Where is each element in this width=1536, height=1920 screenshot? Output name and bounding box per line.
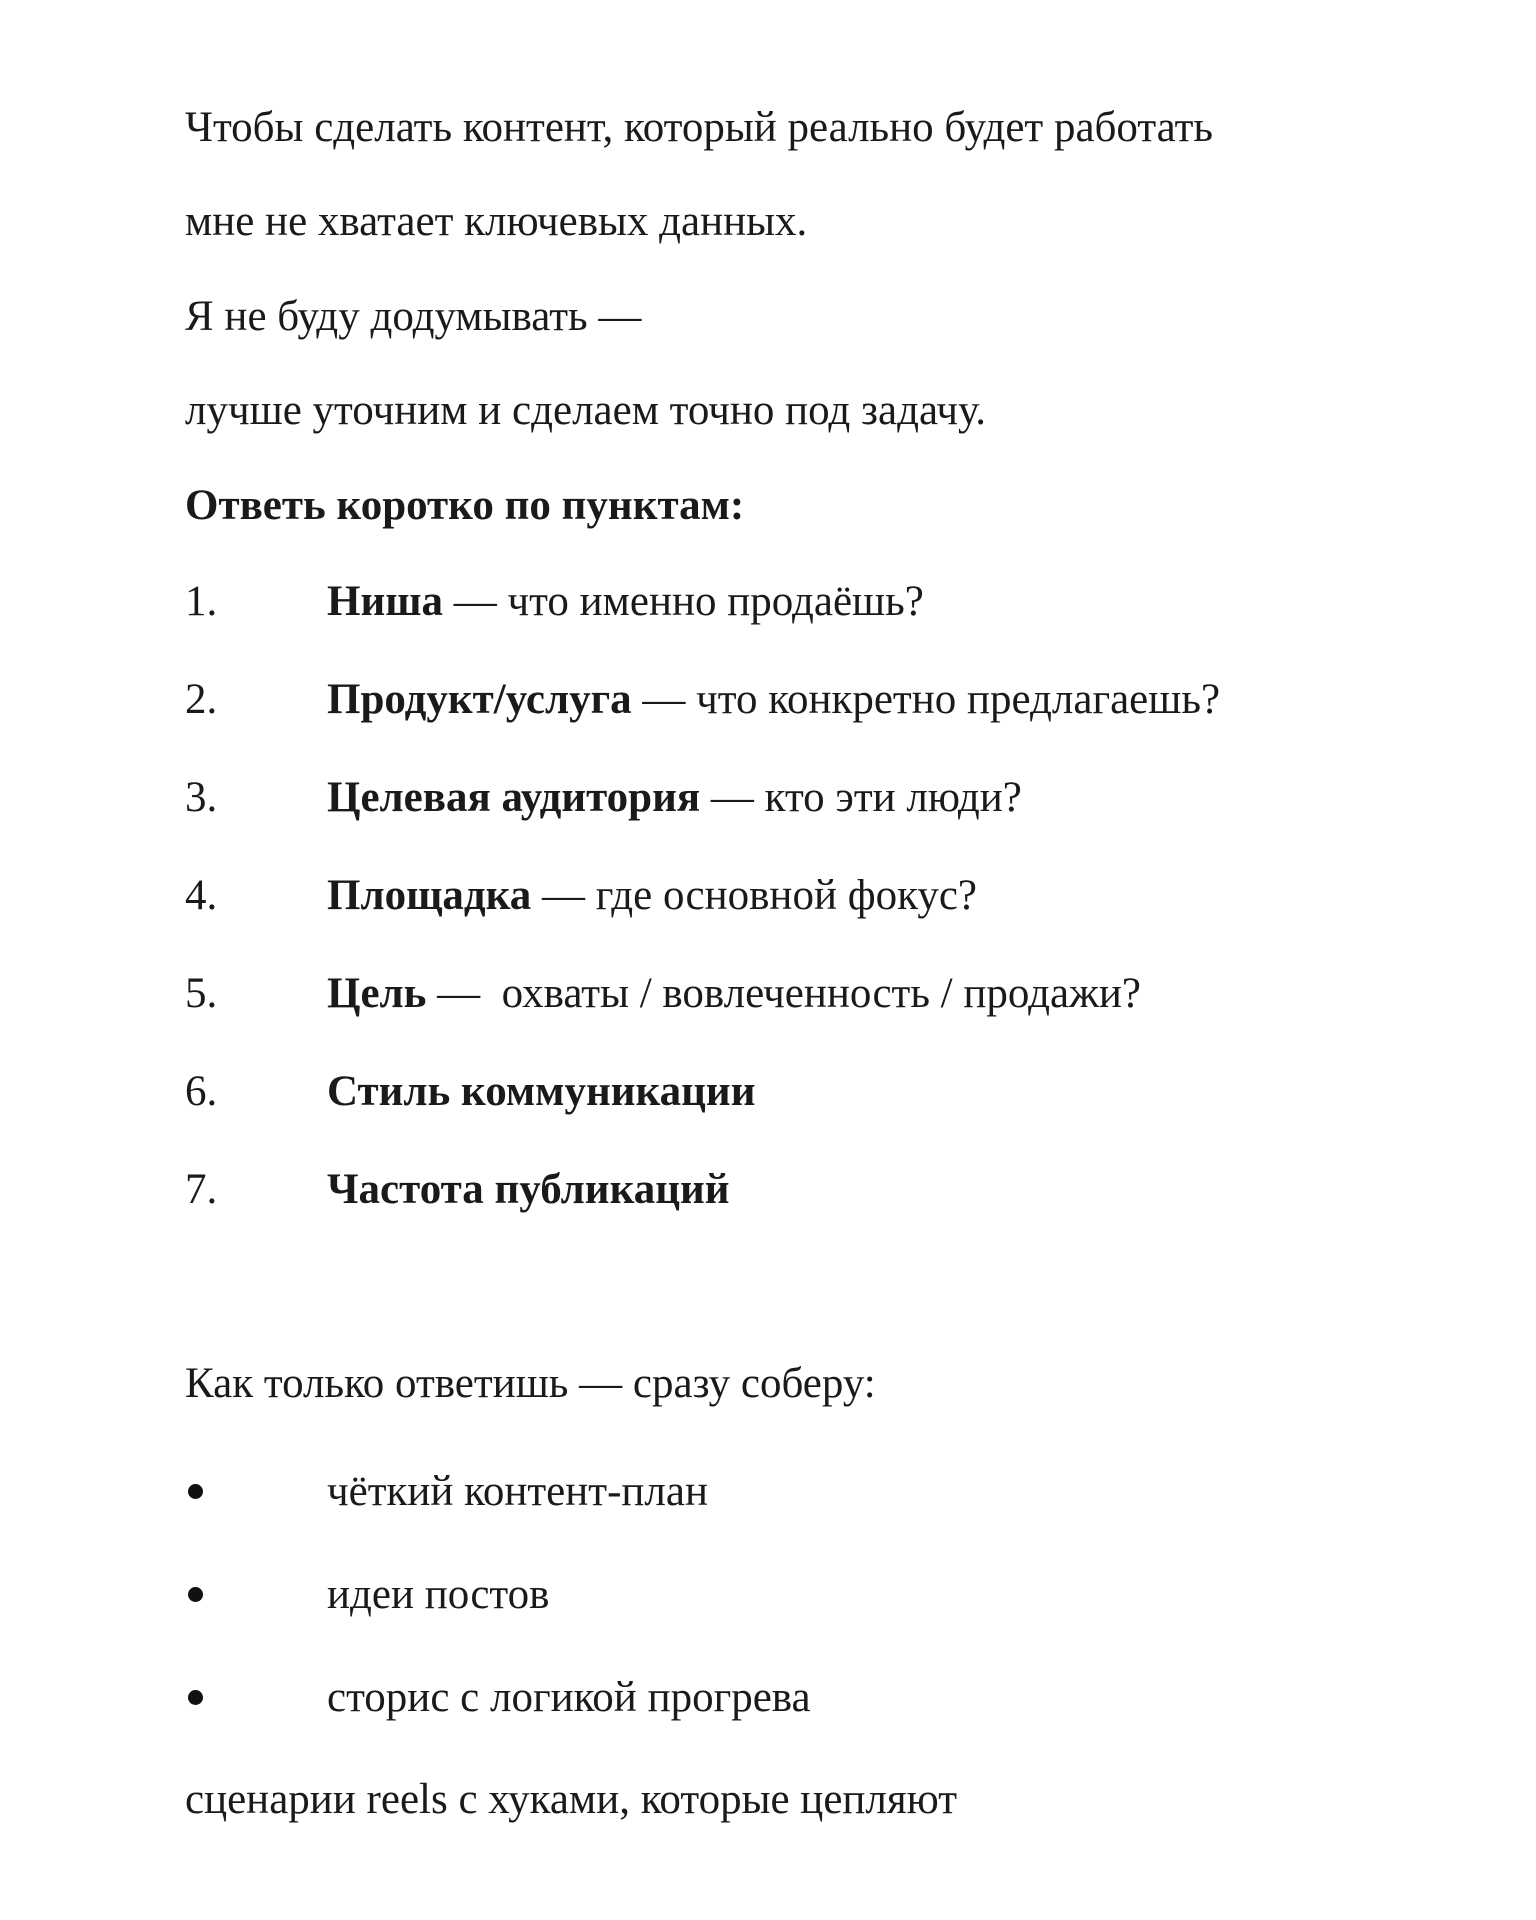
list-item-text xyxy=(327,868,977,924)
bullet-icon xyxy=(188,1587,203,1602)
bullet-icon xyxy=(188,1690,203,1705)
intro-line-2: мне не хватает ключевых данных. xyxy=(185,198,808,245)
list-item-term: Цель xyxy=(327,970,427,1017)
closing-line: сценарии reels с хуками, которые цепляют xyxy=(185,1776,958,1823)
list-item-rest: — кто эти люди? xyxy=(700,774,1022,821)
intro-line-1: Чтобы сделать контент, который реально будет работать xyxy=(185,104,1214,151)
outro-heading: Как только ответишь — сразу соберу: xyxy=(185,1360,876,1407)
list-item-text xyxy=(327,574,924,630)
list-item-term: Целевая аудитория xyxy=(327,774,701,821)
intro-line-3: Я не буду додумывать — xyxy=(185,293,642,340)
list-item-text xyxy=(327,966,1141,1022)
list-item-text xyxy=(327,672,1220,728)
list-item-term: Площадка xyxy=(327,872,532,919)
list-item-rest: — охваты / вовлеченность / продажи? xyxy=(426,970,1141,1017)
list-number: 7. xyxy=(185,1166,218,1213)
list-number: 5. xyxy=(185,970,218,1017)
list-item-text: идеи постов xyxy=(327,1571,550,1618)
list-number: 3. xyxy=(185,774,218,821)
list-item-text: сторис с логикой прогрева xyxy=(327,1674,811,1721)
questions-heading: Ответь коротко по пунктам: xyxy=(185,482,745,529)
list-item-term: Продукт/услуга xyxy=(327,676,632,723)
list-number: 1. xyxy=(185,578,218,625)
list-item-term: Стиль коммуникации xyxy=(327,1068,756,1115)
list-item-rest: — что именно продаёшь? xyxy=(443,578,924,625)
bullet-icon xyxy=(188,1484,203,1499)
list-item-text xyxy=(327,770,1022,826)
list-item-term: Ниша xyxy=(327,578,444,625)
list-item-term: Частота публикаций xyxy=(327,1166,730,1213)
list-number: 4. xyxy=(185,872,218,919)
list-item-text: чёткий контент-план xyxy=(327,1468,708,1515)
list-item-rest: — где основной фокус? xyxy=(531,872,978,919)
intro-line-4: лучше уточним и сделаем точно под задачу. xyxy=(185,387,986,434)
list-item-rest: — что конкретно предлагаешь? xyxy=(631,676,1221,723)
list-number: 2. xyxy=(185,676,218,723)
list-number: 6. xyxy=(185,1068,218,1115)
list-item-text xyxy=(327,1064,755,1120)
list-item-text xyxy=(327,1162,730,1218)
